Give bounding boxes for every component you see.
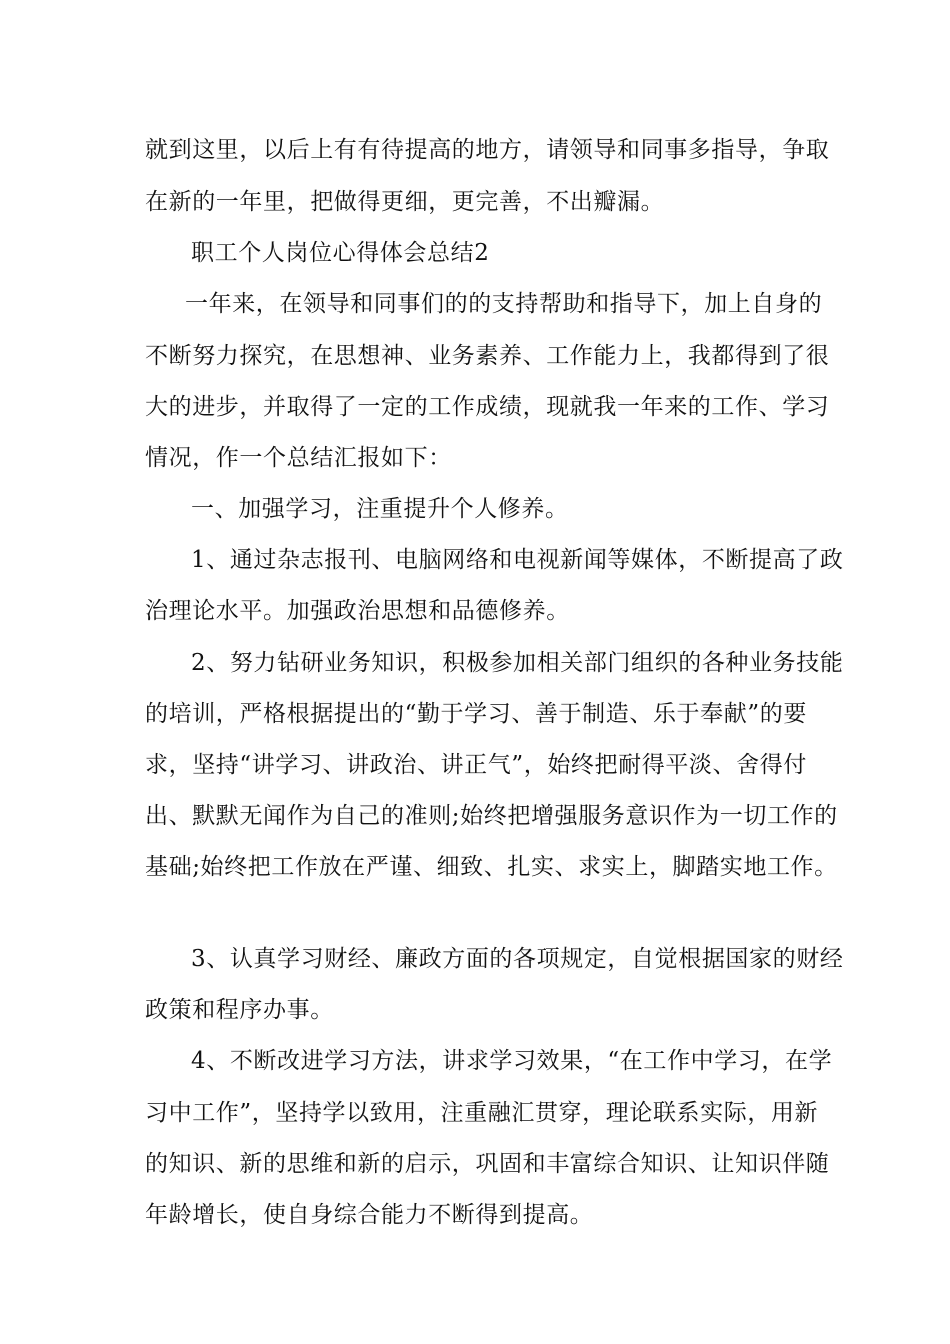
text-line-14: 出、默默无闻作为自己的准则;始终把增强服务意识作为一切工作的 <box>145 803 838 829</box>
text-line-18: 4、不断改进学习方法，讲求学习效果，“在工作中学习，在学 <box>191 1048 833 1074</box>
heading-one: 一、加强学习，注重提升个人修养。 <box>191 496 569 522</box>
text-line-15: 基础;始终把工作放在严谨、细致、扎实、求实上，脚踏实地工作。 <box>145 854 838 880</box>
text-line-7: 情况，作一个总结汇报如下： <box>145 445 452 471</box>
text-line-10: 治理论水平。加强政治思想和品德修养。 <box>145 598 570 624</box>
text-line-13: 求，坚持“讲学习、讲政治、讲正气”，始终把耐得平淡、舍得付 <box>145 752 807 778</box>
text-line-5: 不断努力探究，在思想神、业务素养、工作能力上，我都得到了很 <box>145 343 830 369</box>
text-line-21: 年龄增长，使自身综合能力不断得到提高。 <box>145 1202 594 1228</box>
text-line-16: 3、认真学习财经、廉政方面的各项规定，自觉根据国家的财经 <box>191 946 844 972</box>
text-line-17: 政策和程序办事。 <box>145 997 334 1023</box>
text-line-12: 的培训，严格根据提出的“勤于学习、善于制造、乐于奉献”的要 <box>145 701 807 727</box>
text-line-11: 2、努力钻研业务知识，积极参加相关部门组织的各种业务技能 <box>191 650 844 676</box>
text-line-2: 在新的一年里，把做得更细，更完善，不出瓣漏。 <box>145 189 665 215</box>
section-title: 职工个人岗位心得体会总结2 <box>191 240 490 266</box>
text-line-20: 的知识、新的思维和新的启示，巩固和丰富综合知识、让知识伴随 <box>145 1151 830 1177</box>
text-line-19: 习中工作”，坚持学以致用，注重融汇贯穿，理论联系实际，用新 <box>145 1100 819 1126</box>
text-line-6: 大的进步，并取得了一定的工作成绩，现就我一年来的工作、学习 <box>145 394 830 420</box>
text-line-4: 一年来，在领导和同事们的的支持帮助和指导下，加上自身的 <box>185 291 823 317</box>
text-line-1: 就到这里，以后上有有待提高的地方，请领导和同事多指导，争取 <box>145 137 830 163</box>
text-line-9: 1、通过杂志报刊、电脑网络和电视新闻等媒体，不断提高了政 <box>191 547 844 573</box>
